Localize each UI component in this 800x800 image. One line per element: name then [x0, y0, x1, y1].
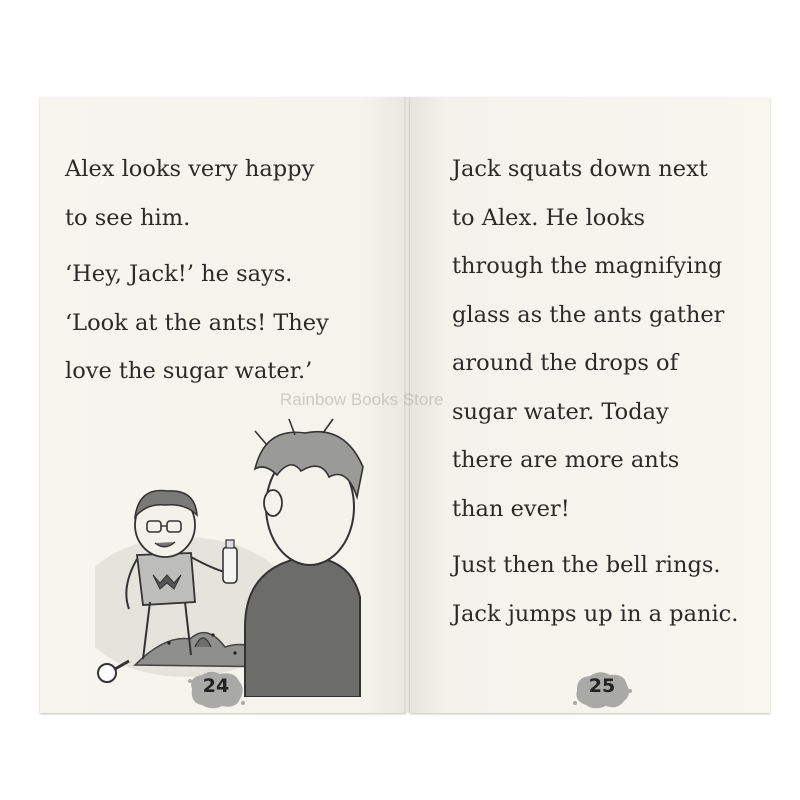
- text-line: ‘Look at the ants! They: [65, 309, 329, 336]
- left-page-text: [65, 145, 329, 396]
- page-number-badge: [186, 669, 246, 711]
- text-line: love the sugar water.’: [65, 358, 313, 384]
- text-line: than ever!: [452, 495, 570, 522]
- page-number-badge: [572, 669, 632, 711]
- kids-with-ants-illustration: [95, 397, 365, 697]
- text-line: Jack jumps up in a panic.: [452, 600, 739, 627]
- text-line: Alex looks very happy: [65, 156, 315, 182]
- right-page-text: [452, 145, 738, 638]
- text-line: there are more ants: [452, 447, 680, 473]
- text-line: ‘Hey, Jack!’ he says.: [65, 261, 293, 287]
- store-watermark: Rainbow Books Store: [280, 390, 444, 409]
- text-line: to see him.: [65, 204, 191, 231]
- text-line: to Alex. He looks: [452, 204, 646, 231]
- text-line: glass as the ants gather: [452, 301, 725, 328]
- text-line: through the magnifying: [452, 253, 723, 279]
- text-line: Just then the bell rings.: [452, 552, 721, 578]
- page-number: 25: [588, 675, 616, 697]
- right-page: [410, 97, 770, 713]
- text-line: sugar water. Today: [452, 398, 669, 425]
- text-line: Jack squats down next: [452, 156, 708, 182]
- text-line: around the drops of: [452, 350, 678, 376]
- page-number: 24: [202, 675, 230, 697]
